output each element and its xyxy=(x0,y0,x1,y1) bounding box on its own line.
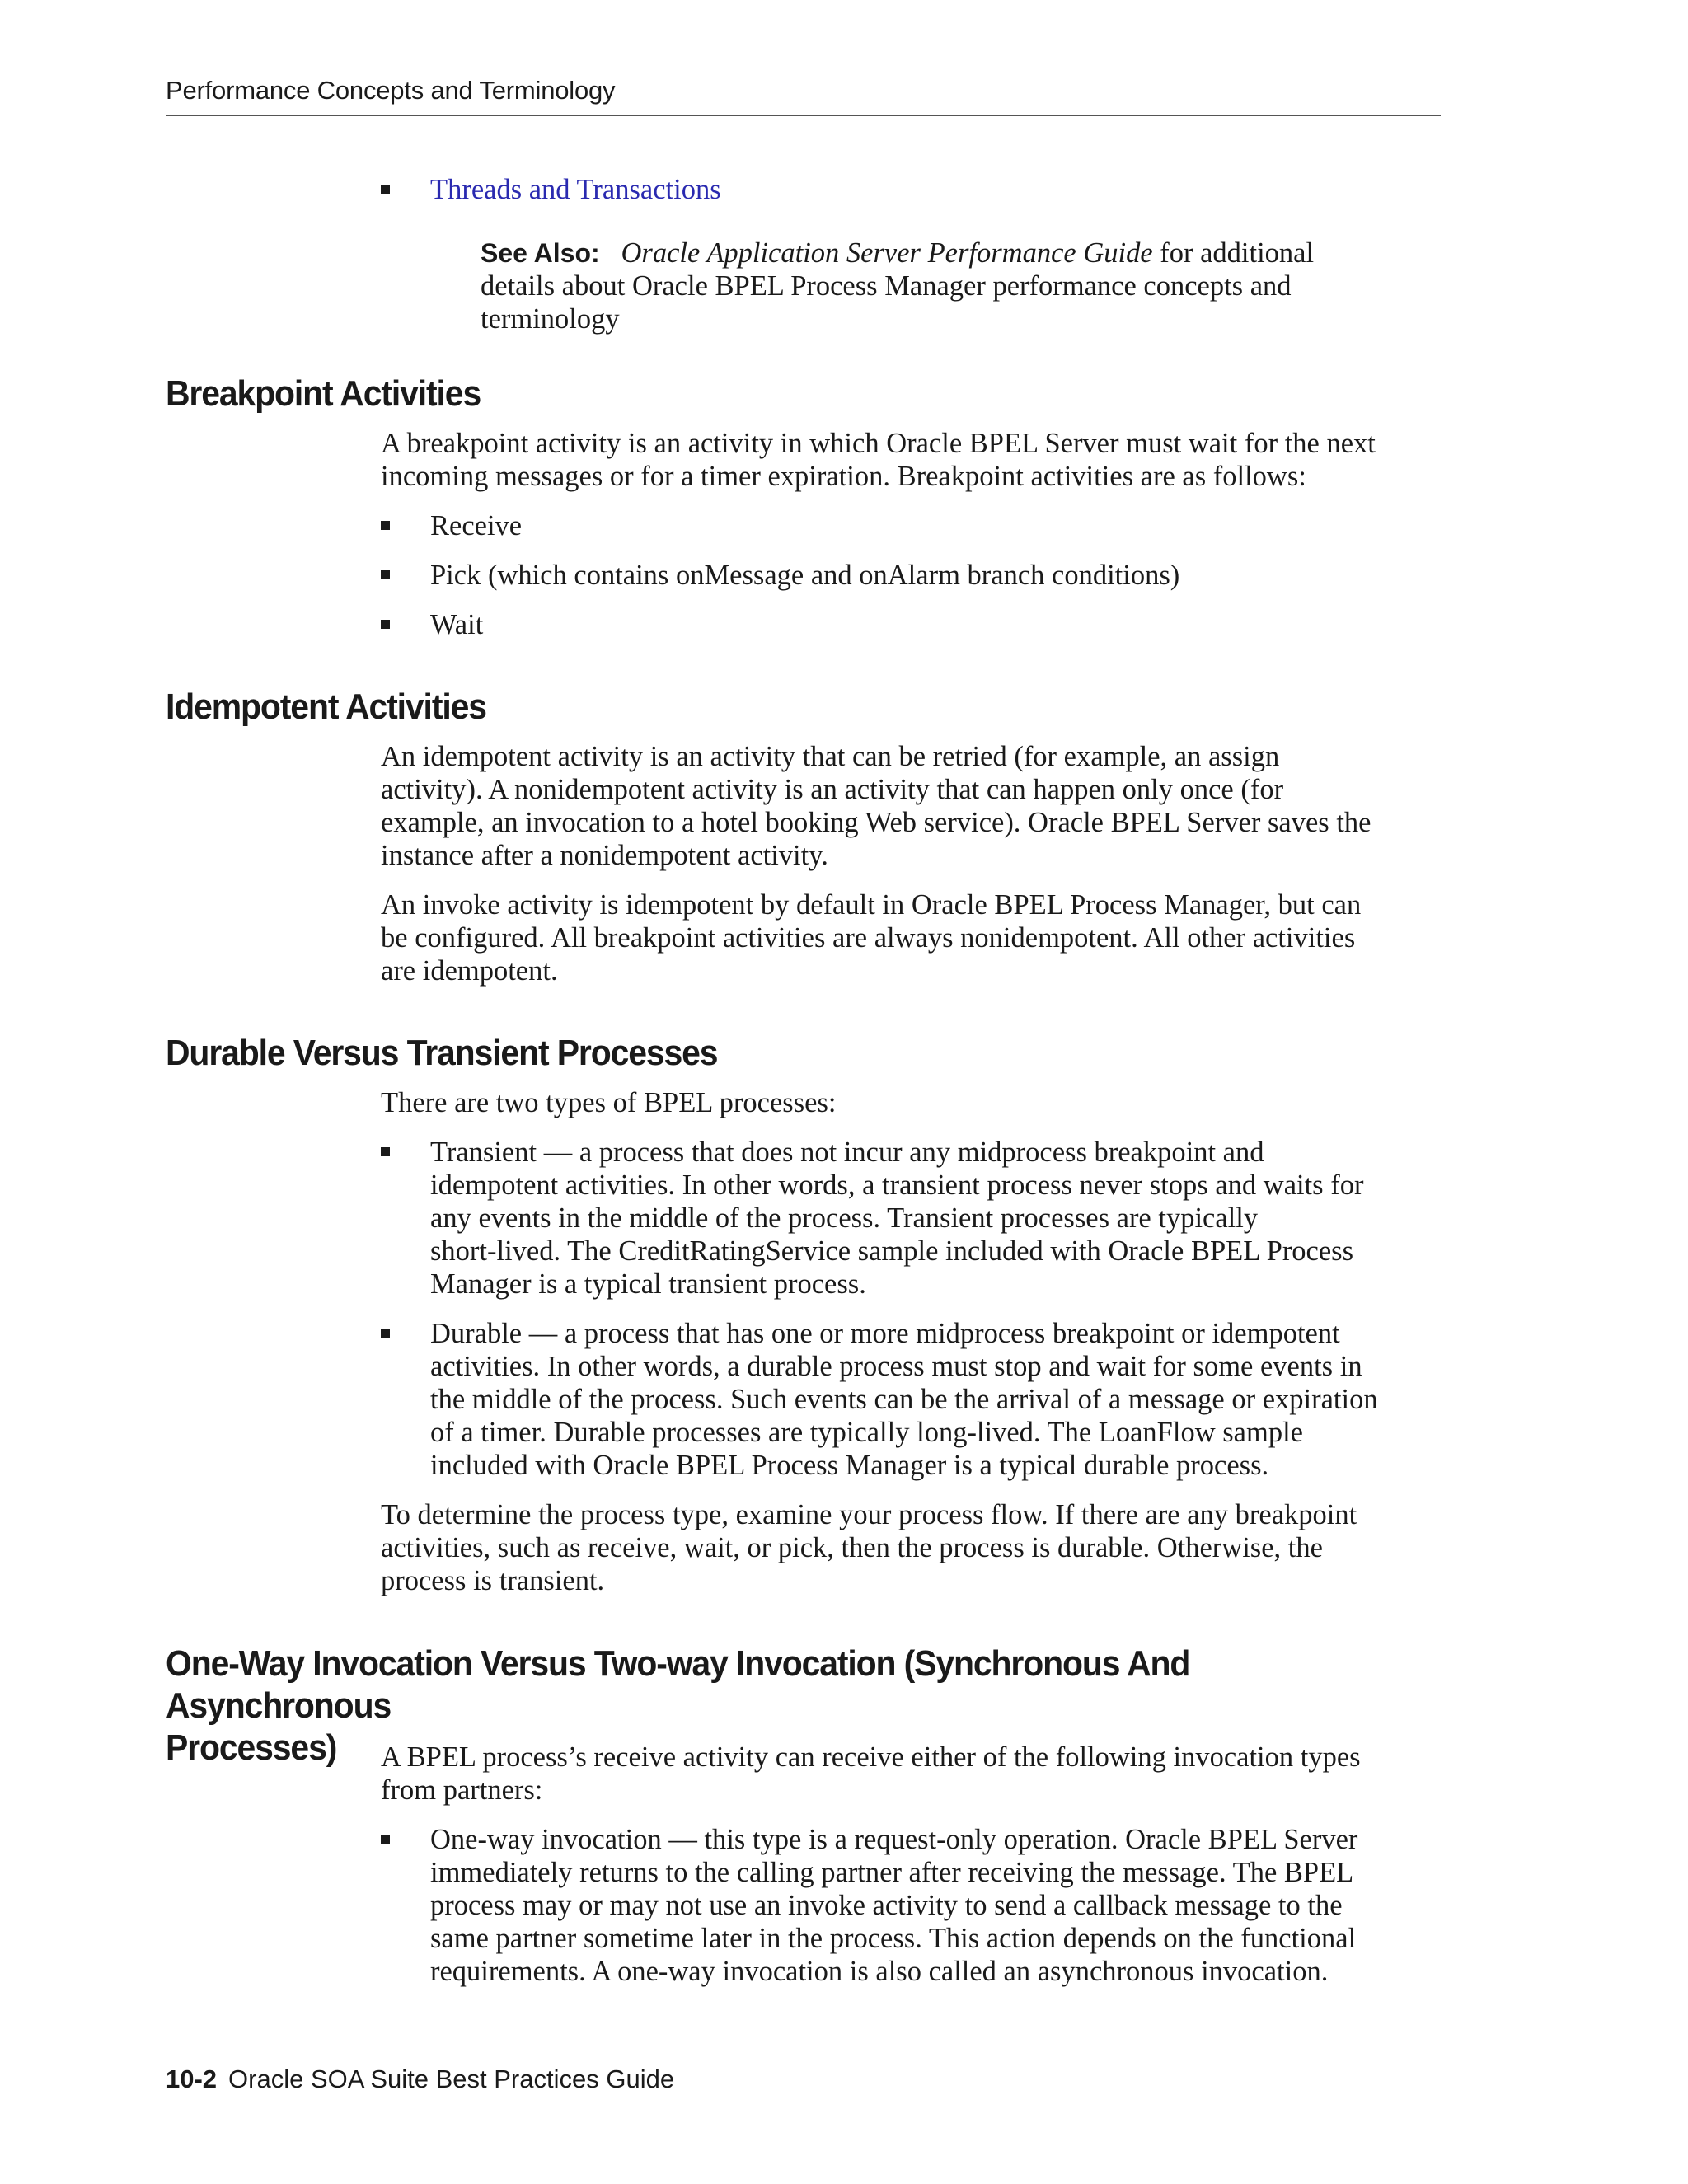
paragraph xyxy=(381,740,1444,872)
paragraph xyxy=(381,888,1444,987)
list-item-text: Receive xyxy=(430,510,523,541)
text-line: Durable — a process that has one or more midprocess breakpoint or idempotent xyxy=(430,1318,1340,1349)
text-line: activities. In other words, a durable process must stop and wait for some events in xyxy=(430,1351,1362,1382)
bullet-square-icon xyxy=(381,1835,390,1844)
bullet-square-icon xyxy=(381,521,390,530)
list-item-text xyxy=(430,1823,1444,1988)
text-line: Transient — a process that does not incur any midprocess breakpoint and xyxy=(430,1137,1264,1168)
text-line: instance after a nonidempotent activity. xyxy=(381,840,828,871)
paragraph xyxy=(381,1741,1444,1807)
text-line: short-lived. The CreditRatingService sample included with Oracle BPEL Process xyxy=(430,1235,1354,1267)
header-rule xyxy=(166,115,1441,116)
list-item-text xyxy=(430,1317,1444,1482)
text-line: process is transient. xyxy=(381,1565,605,1596)
text-line: An idempotent activity is an activity that can be retried (for example, an assign xyxy=(381,741,1280,772)
text-line: of a timer. Durable processes are typically long-lived. The LoanFlow sample xyxy=(430,1417,1303,1448)
text-line: from partners: xyxy=(381,1774,543,1806)
see-also-note xyxy=(481,237,1354,335)
text-line: To determine the process type, examine your process flow. If there are any breakpoint xyxy=(381,1499,1357,1530)
list-item-text xyxy=(430,1136,1444,1301)
bullet-square-icon xyxy=(381,1329,390,1338)
text-line: be configured. All breakpoint activities are always nonidempotent. All other activities xyxy=(381,922,1356,954)
section-heading-breakpoint: Breakpoint Activities xyxy=(166,373,481,414)
running-header: Performance Concepts and Terminology xyxy=(166,76,616,105)
heading-line: Processes) xyxy=(166,1727,337,1768)
text-line: idempotent activities. In other words, a transient process never stops and waits for xyxy=(430,1169,1364,1201)
bullet-square-icon xyxy=(381,1147,390,1156)
text-line: process may or may not use an invoke activity to send a callback message to the xyxy=(430,1890,1343,1921)
text-line: same partner sometime later in the process. This action depends on the functional xyxy=(430,1923,1357,1954)
list-item-text: Wait xyxy=(430,609,484,640)
book-title: Oracle SOA Suite Best Practices Guide xyxy=(228,2064,675,2093)
bullet-square-icon xyxy=(381,570,390,579)
text-line: any events in the middle of the process. Transient processes are typically xyxy=(430,1202,1259,1234)
paragraph xyxy=(381,1498,1444,1597)
text-line: requirements. A one-way invocation is also called an asynchronous invocation. xyxy=(430,1956,1329,1987)
text-line: A breakpoint activity is an activity in which Oracle BPEL Server must wait for the next xyxy=(381,428,1376,459)
text-line: An invoke activity is idempotent by default in Oracle BPEL Process Manager, but can xyxy=(381,889,1362,921)
section-heading-idempotent: Idempotent Activities xyxy=(166,687,486,727)
heading-line: One-Way Invocation Versus Two-way Invocation (Synchronous And Asynchronous xyxy=(166,1643,1190,1726)
bullet-square-icon xyxy=(381,620,390,629)
threads-and-transactions-link[interactable]: Threads and Transactions xyxy=(430,174,721,205)
text-line: the middle of the process. Such events can be the arrival of a message or expiration xyxy=(430,1384,1378,1415)
list-item-text: Pick (which contains onMessage and onAlarm branch conditions) xyxy=(430,560,1180,591)
text-line: activity). A nonidempotent activity is an activity that can happen only once (for xyxy=(381,774,1284,805)
see-also-label: See Also: xyxy=(481,238,600,268)
text-line: A BPEL process’s receive activity can receive either of the following invocation types xyxy=(381,1741,1361,1773)
text-line: Manager is a typical transient process. xyxy=(430,1268,866,1300)
text-line: activities, such as receive, wait, or pick, then the process is durable. Otherwise, the xyxy=(381,1532,1323,1563)
text-line: example, an invocation to a hotel booking Web service). Oracle BPEL Server saves the xyxy=(381,807,1372,838)
text-line: incoming messages or for a timer expiration. Breakpoint activities are as follows: xyxy=(381,461,1306,492)
text-line: included with Oracle BPEL Process Manager is a typical durable process. xyxy=(430,1450,1269,1481)
page-footer xyxy=(166,2064,674,2094)
section-heading-durable: Durable Versus Transient Processes xyxy=(166,1033,718,1073)
see-also-book-title: Oracle Application Server Performance Guide xyxy=(621,237,1153,269)
page-number: 10-2 xyxy=(166,2064,218,2093)
paragraph: There are two types of BPEL processes: xyxy=(381,1087,837,1118)
see-also-text: for additional xyxy=(1152,237,1315,269)
text-line: immediately returns to the calling partner after receiving the message. The BPEL xyxy=(430,1857,1354,1888)
see-also-line-3: terminology xyxy=(481,303,620,335)
see-also-line-2: details about Oracle BPEL Process Manager performance concepts and xyxy=(481,270,1292,302)
see-also-line-1 xyxy=(481,237,1354,269)
bullet-square-icon xyxy=(381,185,390,194)
paragraph xyxy=(381,427,1444,493)
text-line: One-way invocation — this type is a request-only operation. Oracle BPEL Server xyxy=(430,1824,1358,1855)
text-line: are idempotent. xyxy=(381,955,558,987)
